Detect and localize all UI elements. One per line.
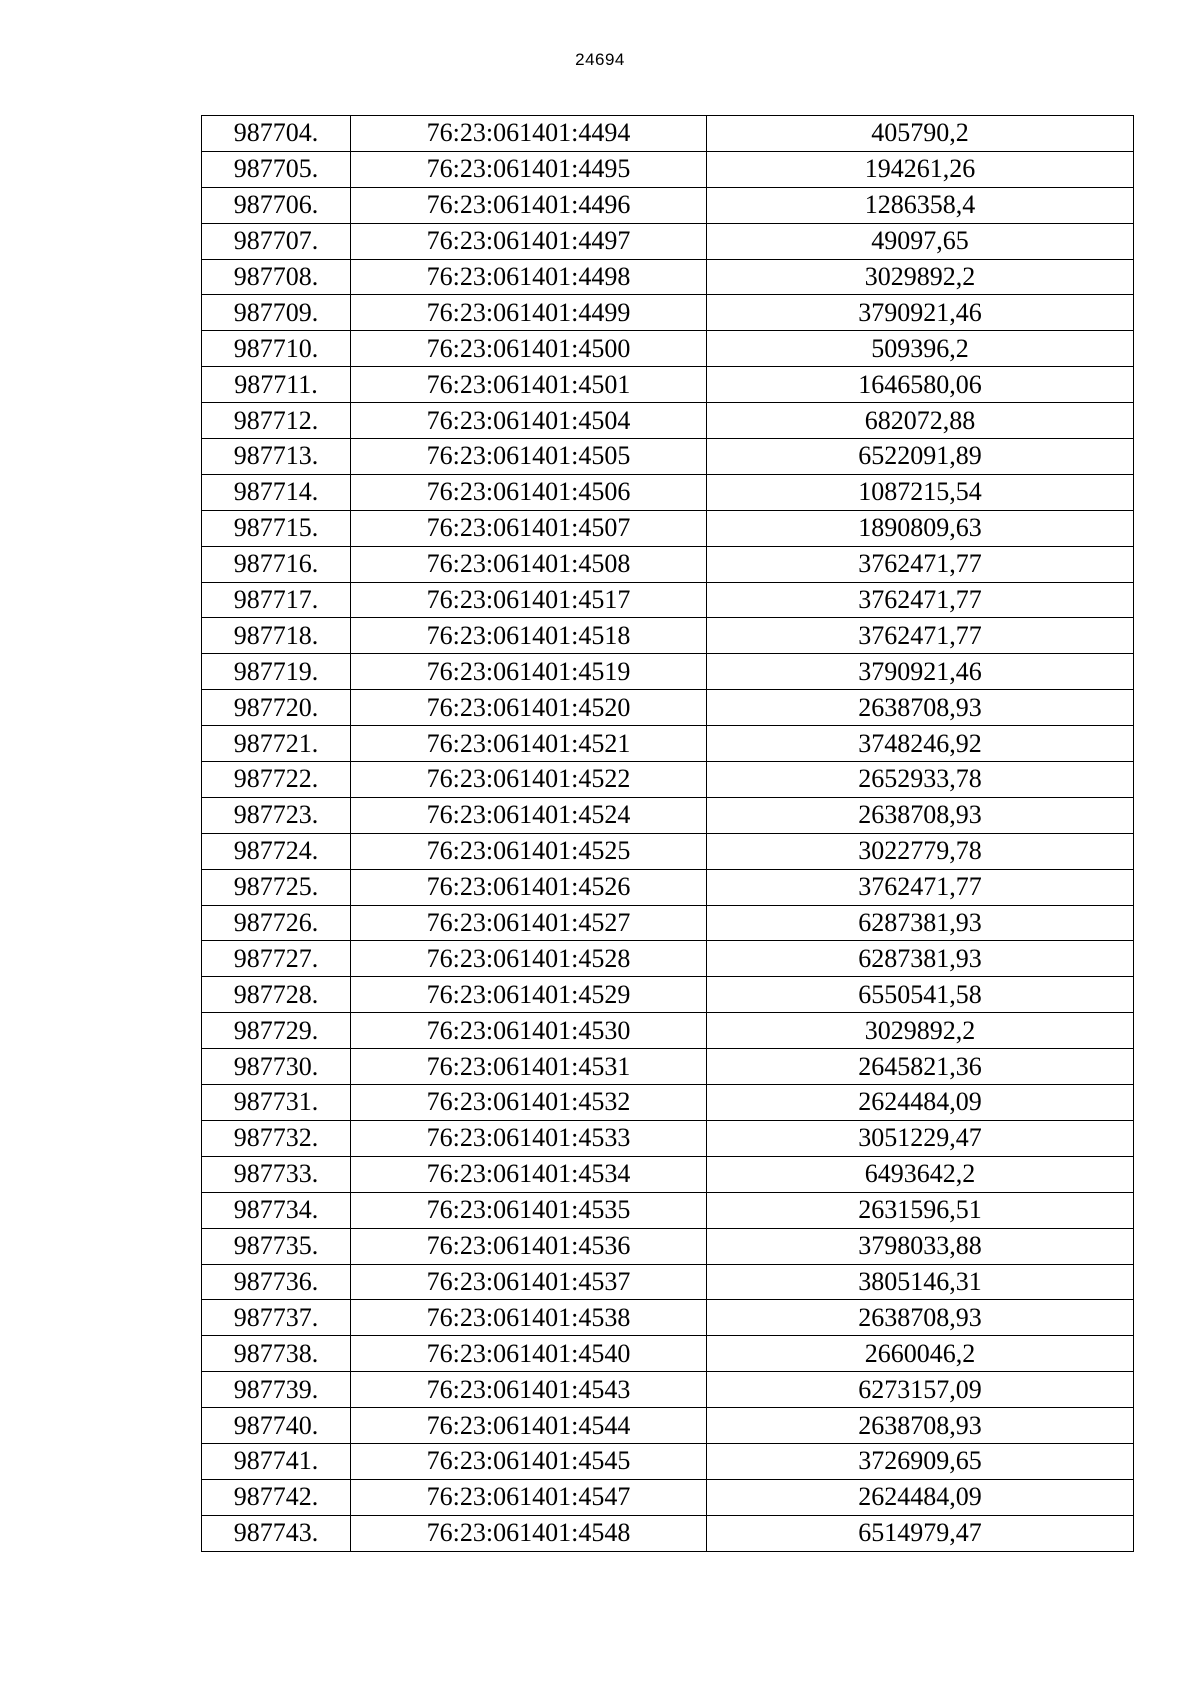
cadastral-number-cell: 76:23:061401:4531	[351, 1049, 707, 1085]
table-row	[202, 1120, 1134, 1156]
cadastral-value-cell: 6287381,93	[707, 905, 1134, 941]
cadastral-number-cell: 76:23:061401:4522	[351, 762, 707, 798]
row-number-cell: 987732.	[202, 1120, 351, 1156]
table-row	[202, 403, 1134, 439]
table-row	[202, 797, 1134, 833]
row-number-cell: 987738.	[202, 1336, 351, 1372]
cadastral-number-cell: 76:23:061401:4534	[351, 1156, 707, 1192]
cadastral-value-cell: 1087215,54	[707, 474, 1134, 510]
table-row	[202, 1336, 1134, 1372]
row-number-cell: 987719.	[202, 654, 351, 690]
row-number-cell: 987727.	[202, 941, 351, 977]
cadastral-value-cell: 3748246,92	[707, 726, 1134, 762]
cadastral-value-cell: 6522091,89	[707, 439, 1134, 475]
cadastral-number-cell: 76:23:061401:4547	[351, 1479, 707, 1515]
row-number-cell: 987722.	[202, 762, 351, 798]
cadastral-value-cell: 2638708,93	[707, 797, 1134, 833]
row-number-cell: 987711.	[202, 367, 351, 403]
table-row	[202, 618, 1134, 654]
cadastral-number-cell: 76:23:061401:4544	[351, 1408, 707, 1444]
cadastral-number-cell: 76:23:061401:4530	[351, 1013, 707, 1049]
cadastral-value-cell: 3762471,77	[707, 869, 1134, 905]
row-number-cell: 987714.	[202, 474, 351, 510]
cadastral-value-cell: 1890809,63	[707, 510, 1134, 546]
cadastral-value-cell: 6514979,47	[707, 1515, 1134, 1551]
page-number: 24694	[575, 50, 625, 69]
row-number-cell: 987735.	[202, 1228, 351, 1264]
table-row	[202, 367, 1134, 403]
cadastral-number-cell: 76:23:061401:4524	[351, 797, 707, 833]
cadastral-number-cell: 76:23:061401:4528	[351, 941, 707, 977]
cadastral-value-cell: 6273157,09	[707, 1372, 1134, 1408]
cadastral-value-cell: 1286358,4	[707, 187, 1134, 223]
cadastral-number-cell: 76:23:061401:4529	[351, 977, 707, 1013]
cadastral-number-cell: 76:23:061401:4494	[351, 116, 707, 152]
table-row	[202, 1156, 1134, 1192]
table-row	[202, 905, 1134, 941]
table-row	[202, 941, 1134, 977]
cadastral-value-cell: 3029892,2	[707, 1013, 1134, 1049]
row-number-cell: 987729.	[202, 1013, 351, 1049]
cadastral-value-cell: 3805146,31	[707, 1264, 1134, 1300]
row-number-cell: 987730.	[202, 1049, 351, 1085]
table-row	[202, 295, 1134, 331]
cadastral-number-cell: 76:23:061401:4532	[351, 1085, 707, 1121]
table-row	[202, 223, 1134, 259]
table-row	[202, 1408, 1134, 1444]
table-row	[202, 833, 1134, 869]
row-number-cell: 987712.	[202, 403, 351, 439]
table-row	[202, 726, 1134, 762]
cadastral-value-cell: 3051229,47	[707, 1120, 1134, 1156]
table-row	[202, 582, 1134, 618]
cadastral-number-cell: 76:23:061401:4500	[351, 331, 707, 367]
cadastral-value-table	[201, 115, 1134, 1552]
table-row	[202, 474, 1134, 510]
cadastral-value-cell: 2624484,09	[707, 1479, 1134, 1515]
table-row	[202, 151, 1134, 187]
cadastral-value-cell: 6550541,58	[707, 977, 1134, 1013]
cadastral-number-cell: 76:23:061401:4548	[351, 1515, 707, 1551]
table-row	[202, 1228, 1134, 1264]
cadastral-value-cell: 2631596,51	[707, 1192, 1134, 1228]
row-number-cell: 987708.	[202, 259, 351, 295]
table-row	[202, 654, 1134, 690]
row-number-cell: 987739.	[202, 1372, 351, 1408]
row-number-cell: 987728.	[202, 977, 351, 1013]
cadastral-number-cell: 76:23:061401:4505	[351, 439, 707, 475]
cadastral-value-cell: 682072,88	[707, 403, 1134, 439]
table-row	[202, 1192, 1134, 1228]
cadastral-number-cell: 76:23:061401:4504	[351, 403, 707, 439]
table-row	[202, 977, 1134, 1013]
row-number-cell: 987707.	[202, 223, 351, 259]
row-number-cell: 987731.	[202, 1085, 351, 1121]
cadastral-value-cell: 6287381,93	[707, 941, 1134, 977]
cadastral-number-cell: 76:23:061401:4497	[351, 223, 707, 259]
cadastral-value-cell: 3762471,77	[707, 618, 1134, 654]
cadastral-number-cell: 76:23:061401:4518	[351, 618, 707, 654]
row-number-cell: 987724.	[202, 833, 351, 869]
row-number-cell: 987741.	[202, 1443, 351, 1479]
cadastral-number-cell: 76:23:061401:4519	[351, 654, 707, 690]
cadastral-value-cell: 2624484,09	[707, 1085, 1134, 1121]
cadastral-value-cell: 3029892,2	[707, 259, 1134, 295]
cadastral-number-cell: 76:23:061401:4526	[351, 869, 707, 905]
row-number-cell: 987725.	[202, 869, 351, 905]
cadastral-value-cell: 3790921,46	[707, 295, 1134, 331]
cadastral-number-cell: 76:23:061401:4499	[351, 295, 707, 331]
cadastral-number-cell: 76:23:061401:4498	[351, 259, 707, 295]
cadastral-value-cell: 194261,26	[707, 151, 1134, 187]
row-number-cell: 987743.	[202, 1515, 351, 1551]
row-number-cell: 987704.	[202, 116, 351, 152]
cadastral-value-cell: 3790921,46	[707, 654, 1134, 690]
row-number-cell: 987726.	[202, 905, 351, 941]
table-row	[202, 1013, 1134, 1049]
cadastral-number-cell: 76:23:061401:4527	[351, 905, 707, 941]
table-row	[202, 259, 1134, 295]
cadastral-number-cell: 76:23:061401:4543	[351, 1372, 707, 1408]
table-row	[202, 439, 1134, 475]
cadastral-value-cell: 49097,65	[707, 223, 1134, 259]
row-number-cell: 987709.	[202, 295, 351, 331]
row-number-cell: 987721.	[202, 726, 351, 762]
row-number-cell: 987720.	[202, 690, 351, 726]
table-row	[202, 510, 1134, 546]
table-row	[202, 1515, 1134, 1551]
table-row	[202, 187, 1134, 223]
table-row	[202, 690, 1134, 726]
cadastral-number-cell: 76:23:061401:4508	[351, 546, 707, 582]
row-number-cell: 987710.	[202, 331, 351, 367]
cadastral-value-cell: 405790,2	[707, 116, 1134, 152]
table-row	[202, 869, 1134, 905]
cadastral-number-cell: 76:23:061401:4535	[351, 1192, 707, 1228]
cadastral-number-cell: 76:23:061401:4525	[351, 833, 707, 869]
row-number-cell: 987737.	[202, 1300, 351, 1336]
cadastral-number-cell: 76:23:061401:4533	[351, 1120, 707, 1156]
cadastral-value-cell: 2660046,2	[707, 1336, 1134, 1372]
cadastral-number-cell: 76:23:061401:4495	[351, 151, 707, 187]
cadastral-number-cell: 76:23:061401:4496	[351, 187, 707, 223]
table-row	[202, 1372, 1134, 1408]
table-row	[202, 1479, 1134, 1515]
table-row	[202, 762, 1134, 798]
cadastral-number-cell: 76:23:061401:4520	[351, 690, 707, 726]
table-row	[202, 546, 1134, 582]
row-number-cell: 987705.	[202, 151, 351, 187]
cadastral-value-cell: 2638708,93	[707, 1408, 1134, 1444]
row-number-cell: 987718.	[202, 618, 351, 654]
cadastral-number-cell: 76:23:061401:4545	[351, 1443, 707, 1479]
row-number-cell: 987740.	[202, 1408, 351, 1444]
cadastral-value-cell: 3762471,77	[707, 546, 1134, 582]
row-number-cell: 987713.	[202, 439, 351, 475]
table-row	[202, 331, 1134, 367]
cadastral-value-cell: 2638708,93	[707, 690, 1134, 726]
table-row	[202, 1443, 1134, 1479]
table-row	[202, 1300, 1134, 1336]
table-body	[202, 116, 1134, 1552]
cadastral-number-cell: 76:23:061401:4536	[351, 1228, 707, 1264]
row-number-cell: 987736.	[202, 1264, 351, 1300]
row-number-cell: 987706.	[202, 187, 351, 223]
cadastral-value-cell: 6493642,2	[707, 1156, 1134, 1192]
table-row	[202, 1049, 1134, 1085]
cadastral-value-cell: 2652933,78	[707, 762, 1134, 798]
row-number-cell: 987742.	[202, 1479, 351, 1515]
cadastral-number-cell: 76:23:061401:4501	[351, 367, 707, 403]
row-number-cell: 987716.	[202, 546, 351, 582]
table-row	[202, 116, 1134, 152]
cadastral-number-cell: 76:23:061401:4506	[351, 474, 707, 510]
cadastral-value-cell: 3762471,77	[707, 582, 1134, 618]
row-number-cell: 987733.	[202, 1156, 351, 1192]
cadastral-number-cell: 76:23:061401:4537	[351, 1264, 707, 1300]
table-row	[202, 1085, 1134, 1121]
cadastral-value-cell: 3726909,65	[707, 1443, 1134, 1479]
row-number-cell: 987717.	[202, 582, 351, 618]
cadastral-value-cell: 1646580,06	[707, 367, 1134, 403]
cadastral-value-cell: 509396,2	[707, 331, 1134, 367]
cadastral-value-cell: 2638708,93	[707, 1300, 1134, 1336]
row-number-cell: 987734.	[202, 1192, 351, 1228]
cadastral-number-cell: 76:23:061401:4521	[351, 726, 707, 762]
row-number-cell: 987723.	[202, 797, 351, 833]
cadastral-value-cell: 2645821,36	[707, 1049, 1134, 1085]
table-row	[202, 1264, 1134, 1300]
cadastral-number-cell: 76:23:061401:4538	[351, 1300, 707, 1336]
cadastral-value-cell: 3798033,88	[707, 1228, 1134, 1264]
cadastral-number-cell: 76:23:061401:4507	[351, 510, 707, 546]
cadastral-number-cell: 76:23:061401:4517	[351, 582, 707, 618]
cadastral-number-cell: 76:23:061401:4540	[351, 1336, 707, 1372]
cadastral-value-cell: 3022779,78	[707, 833, 1134, 869]
row-number-cell: 987715.	[202, 510, 351, 546]
